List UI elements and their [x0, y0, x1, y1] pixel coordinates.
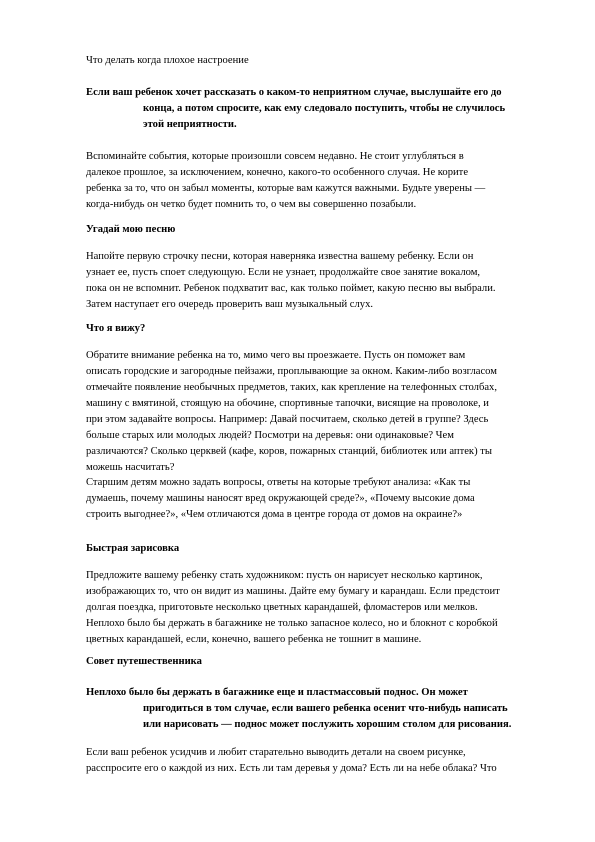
tip-bold-paragraph	[86, 685, 556, 733]
paragraph-line: долгая поездка, приготовьте несколько цветных карандашей, фломастеров или мелков.	[86, 602, 478, 613]
paragraph-line: Старшим детям можно задать вопросы, ответы на которые требуют анализа: «Как ты	[86, 477, 471, 488]
paragraph-line: Если ваш ребенок усидчив и любит старательно выводить детали на своем рисунке,	[86, 747, 466, 758]
heading-line: Что я вижу?	[86, 323, 146, 334]
section-heading-traveler-tip	[86, 654, 556, 670]
heading-line: Угадай мою песню	[86, 224, 176, 235]
paragraph-line: расспросите его о каждой из них. Есть ли там деревья у дома? Есть ли на небе облака? Что	[86, 763, 497, 774]
paragraph-line: когда-нибудь он четко будет помнить то, о чем вы совершенно позабыли.	[86, 199, 417, 210]
section-heading-song	[86, 222, 556, 238]
paragraph-line: ребенка за то, что он забыл моменты, которые вам кажутся важными. Будьте уверены —	[86, 183, 486, 194]
paragraph-line: Вспоминайте события, которые произошли совсем недавно. Не стоит углубляться в	[86, 151, 464, 162]
paragraph-details	[86, 745, 556, 777]
paragraph-line: пока он не вспомнит. Ребенок подхватит вас, как только поймет, какую песню вы выбрали.	[86, 283, 496, 294]
paragraph-what-i-see	[86, 348, 556, 476]
paragraph-older-children	[86, 475, 556, 523]
paragraph-line: можешь насчитать?	[86, 462, 175, 473]
paragraph-line: Напойте первую строчку песни, которая наверняка известна вашему ребенку. Если он	[86, 251, 474, 262]
paragraph-sketch	[86, 568, 556, 648]
paragraph-line: пригодиться в том случае, если вашего ребенка осенит что-нибудь написать	[143, 703, 508, 714]
section-heading-what-i-see	[86, 321, 556, 337]
paragraph-line: Если ваш ребенок хочет рассказать о каком-то неприятном случае, выслушайте его до	[86, 87, 502, 98]
paragraph-line: Неплохо было бы держать в багажнике не только запасное колесо, но и блокнот с коробкой	[86, 618, 498, 629]
paragraph-line: узнает ее, пусть споет следующую. Если не узнает, продолжайте свое занятие вокалом,	[86, 267, 481, 278]
title-line: Что делать когда плохое настроение	[86, 55, 249, 66]
paragraph-line: Неплохо было бы держать в багажнике еще и пластмассовый поднос. Он может	[86, 687, 468, 698]
heading-line: Быстрая зарисовка	[86, 543, 180, 554]
paragraph-line: этой неприятности.	[143, 119, 237, 130]
document-title	[86, 53, 556, 69]
paragraph-memories	[86, 149, 556, 213]
paragraph-line: изображающих то, что он видит из машины. Дайте ему бумагу и карандаш. Если предстоит	[86, 586, 500, 597]
paragraph-line: Предложите вашему ребенку стать художником: пусть он нарисует несколько картинок,	[86, 570, 483, 581]
paragraph-line: думаешь, почему машины наносят вред окружающей среде?», «Почему высокие дома	[86, 493, 475, 504]
paragraph-line: машину с вмятиной, стоящую на обочине, спортивные тапочки, висящие на проволоке, и	[86, 398, 489, 409]
paragraph-line: при этом задавайте вопросы. Например: Давай посчитаем, сколько детей в группе? Здесь	[86, 414, 489, 425]
intro-bold-paragraph	[86, 85, 556, 133]
paragraph-line: различаются? Сколько церквей (кафе, коров, пожарных станций, библиотек или аптек) ты	[86, 446, 493, 457]
paragraph-line: далекое прошлое, за исключением, конечно, какого-то особенного случая. Не корите	[86, 167, 469, 178]
paragraph-line: конца, а потом спросите, как ему следовало поступить, чтобы не случилось	[143, 103, 506, 114]
paragraph-line: больше старых или молодых людей? Посмотри на деревья: они одинаковые? Чем	[86, 430, 454, 441]
paragraph-song	[86, 249, 556, 313]
paragraph-line: отмечайте появление необычных предметов, таких, как крепление на телефонных столбах,	[86, 382, 497, 393]
paragraph-line: или нарисовать — поднос может послужить хорошим столом для рисования.	[143, 719, 512, 730]
paragraph-line: Затем наступает его очередь проверить ваш музыкальный слух.	[86, 299, 374, 310]
section-heading-sketch	[86, 541, 556, 557]
paragraph-line: цветных карандашей, если, конечно, вашего ребенка не тошнит в машине.	[86, 634, 422, 645]
paragraph-line: Обратите внимание ребенка на то, мимо чего вы проезжаете. Пусть он поможет вам	[86, 350, 466, 361]
paragraph-line: строить выгоднее?», «Чем отличаются дома в центре города от домов на окраине?»	[86, 509, 463, 520]
paragraph-line: описать городские и загородные пейзажи, проплывающие за окном. Каким-либо возгласом	[86, 366, 497, 377]
heading-line: Совет путешественника	[86, 656, 202, 667]
